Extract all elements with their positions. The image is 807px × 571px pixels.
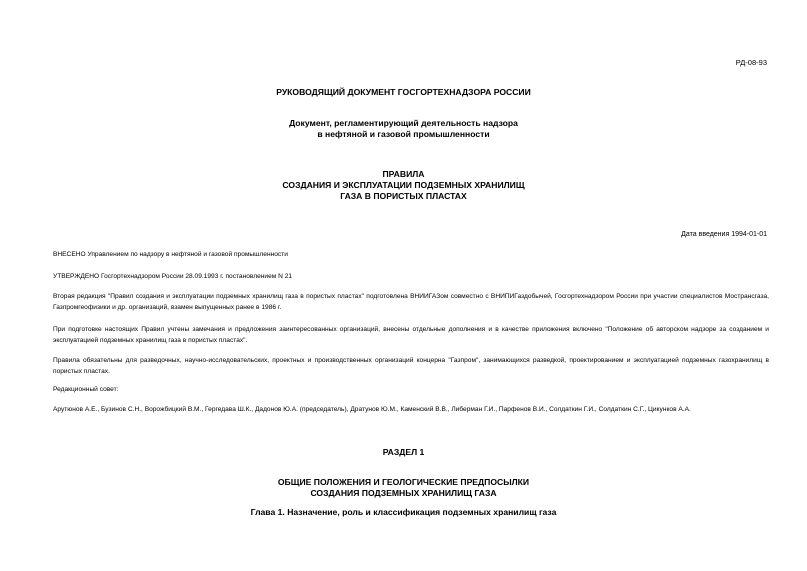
paragraph-board-label [53,385,769,396]
chapter-title: Глава 1. Назначение, роль и классификация подземных хранилищ газа [250,507,557,517]
document-subtitle-line1: Документ, регламентирующий деятельность надзора [289,118,518,128]
document-title-line1: ПРАВИЛА [382,169,425,179]
paragraph-board-members [53,405,769,416]
paragraph-preparation [53,325,769,346]
paragraph-second-edition [53,292,769,313]
introduced-text: ВНЕСЕНО Управлением по надзору в нефтяной и газовой промышленности [53,251,288,258]
document-subtitle-line2: в нефтяной и газовой промышленности [317,129,490,139]
approved-text: УТВЕРЖДЕНО Госгортехнадзором России 28.09.1993 г. постановлением N 21 [53,273,293,280]
paragraph-approved [53,272,769,283]
document-title-line3: ГАЗА В ПОРИСТЫХ ПЛАСТАХ [340,191,467,201]
board-members-text: Арутюнов А.Е., Бузинов С.Н., Ворожбицкий В.М., Гергедава Ш.К., Дадонов Ю.А. (председатель), Дратунов Ю.М., Каменский В.В., Либерман Г.И., Парфенов В.И., Солдаткин Г.И., Солдаткин С.Г., Цикунков А.А. [53,406,691,413]
document-title-line2: СОЗДАНИЯ И ЭКСПЛУАТАЦИИ ПОДЗЕМНЫХ ХРАНИЛИЩ [282,180,525,190]
paragraph-introduced [53,250,769,261]
section-label: РАЗДЕЛ 1 [382,447,425,457]
second-edition-text: Вторая редакция "Правил создания и эксплуатации подземных хранилищ газа в пористых пластах" подготовлена ВНИИГАЗом совместно с ВНИПИГаздобычей, Госгортехнадзором России при участии специалистов Мострансгаза, Газпромгеофизики и др. организаций, взамен выпущенных ранее в 1986 г. [53,293,769,311]
paragraph-mandatory [53,356,769,377]
preparation-text: При подготовке настоящих Правил учтены замечания и предложения заинтересованных организаций, внесены отдельные дополнения и в качестве приложения включено "Положение об авторском надзоре за созданием и эксплуатацией подземных хранилищ газа в пористых пластах". [53,326,769,344]
document-code: РД-08-93 [735,58,767,67]
mandatory-text: Правила обязательны для разведочных, научно-исследовательских, проектных и производственных организаций концерна "Газпром", занимающихся разведкой, проектированием и эксплуатацией подземных газохранилищ в пористых пластах. [53,357,769,375]
document-header: РУКОВОДЯЩИЙ ДОКУМЕНТ ГОСГОРТЕХНАДЗОРА РОССИИ [276,87,531,97]
section-title-line2: СОЗДАНИЯ ПОДЗЕМНЫХ ХРАНИЛИЩ ГАЗА [310,488,497,498]
introduction-date: Дата введения 1994-01-01 [681,231,767,238]
section-title-line1: ОБЩИЕ ПОЛОЖЕНИЯ И ГЕОЛОГИЧЕСКИЕ ПРЕДПОСЫЛКИ [277,477,530,487]
board-label-text: Редакционный совет: [53,386,119,393]
